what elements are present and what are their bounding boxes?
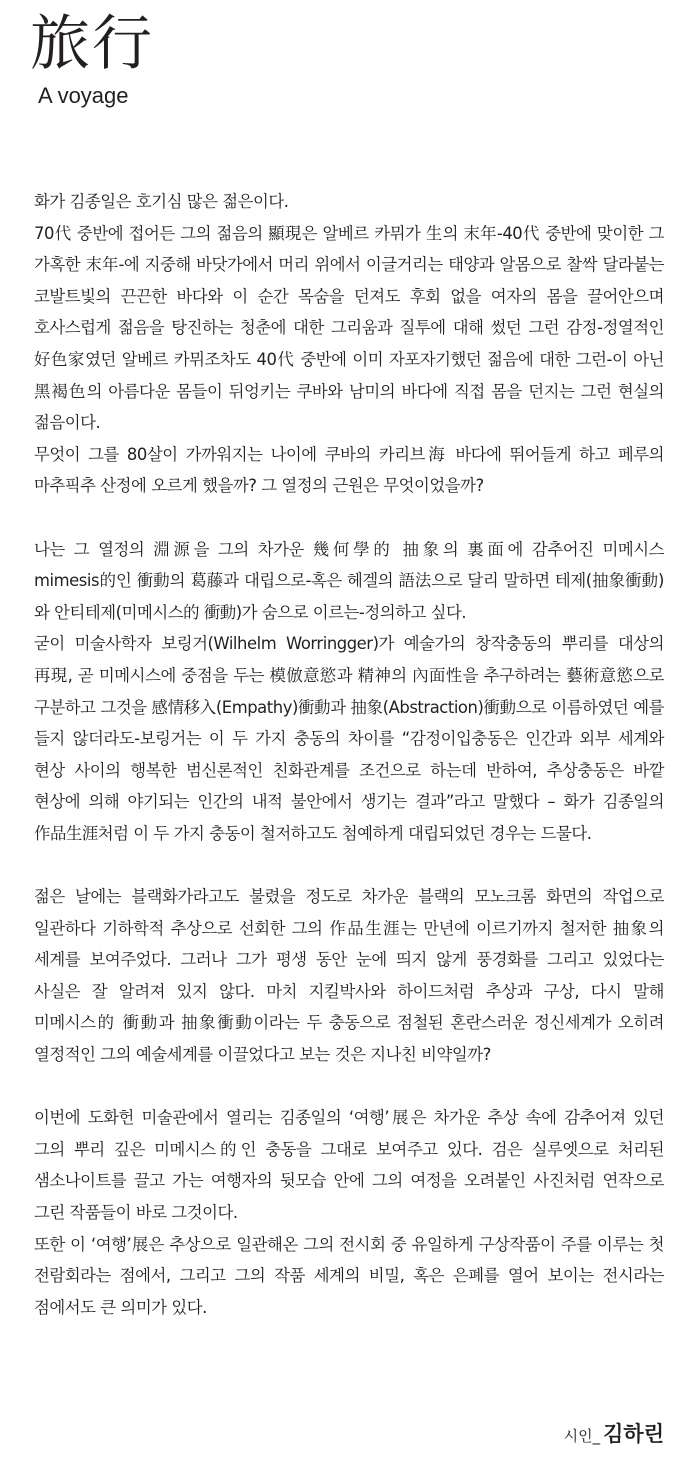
author-role: 시인_ <box>563 1427 601 1445</box>
paragraph-gap <box>34 849 664 881</box>
paragraph-gap <box>34 502 664 534</box>
paragraph-7: 이번에 도화헌 미술관에서 열리는 김종일의 ‘여행’展은 차가운 추상 속에 감추어져 있던 그의 뿌리 깊은 미메시스的인 충동을 그대로 보여주고 있다. 검은 실루엣으로 처리된 샘소나이트를 끌고 가는 여행자의 뒷모습 안에 그의 여정을 오려붙인 사진처럼 연작으로 그린 작품들이 바로 그것이다. <box>34 1108 664 1222</box>
paragraph-5: 굳이 미술사학자 보링거(Wilhelm Worringger)가 예술가의 창작충동의 뿌리를 대상의 再現, 곧 미메시스에 중점을 두는 模倣意慾과 精神의 內面性을 추구하려는 藝術意慾으로 구분하고 그것을 感情移入(Empathy)衝動과 抽象(Abstraction)衝動으로 이름하였던 예를 들지 않더라도-보링거는 이 두 가지 충동의 차이를 “감정이입충동은 인간과 외부 세계와 현상 사이의 행복한 범신론적인 친화관계를 조건으로 하는데 반하여, 추상충동은 바깥 현상에 의해 야기되는 인간의 내적 불안에서 생기는 결과”라고 말했다 – 화가 김종일의 作品生涯처럼 이 두 가지 충동이 철저하고도 첨예하게 대립되었던 경우는 드물다. <box>34 634 664 843</box>
page-title: 旅行 <box>30 9 154 79</box>
essay-body <box>34 186 664 1323</box>
paragraph-8: 또한 이 ‘여행’展은 추상으로 일관해온 그의 전시회 중 유일하게 구상작품이 주를 이루는 첫 전람회라는 점에서, 그리고 그의 작품 세계의 비밀, 혹은 은폐를 열어 보이는 전시라는 점에서도 큰 의미가 있다. <box>34 1234 664 1317</box>
author-signature <box>564 1418 664 1448</box>
paragraph-gap <box>34 1071 664 1103</box>
paragraph-4: 나는 그 열정의 淵源을 그의 차가운 幾何學的 抽象의 裏面에 감추어진 미메시스 mimesis的인 衝動의 葛藤과 대립으로-혹은 헤겔의 語法으로 달리 말하면 테제(抽象衝動)와 안티테제(미메시스的 衝動)가 숨으로 이르는-정의하고 싶다. <box>34 539 664 622</box>
paragraph-1: 화가 김종일은 호기심 많은 젊은이다. <box>34 192 289 211</box>
author-name: 김하린 <box>603 1422 664 1446</box>
page-subtitle: A voyage <box>38 83 129 108</box>
paragraph-6: 젊은 날에는 블랙화가라고도 불렸을 정도로 차가운 블랙의 모노크롬 화면의 작업으로 일관하다 기하학적 추상으로 선회한 그의 作品生涯는 만년에 이르기까지 철저한 抽象의 세계를 보여주었다. 그러나 그가 평생 동안 눈에 띄지 않게 풍경화를 그리고 있었다는 사실은 잘 알려져 있지 않다. 마치 지킬박사와 하이드처럼 추상과 구상, 다시 말해 미메시스的 衝動과 抽象衝動이라는 두 충동으로 점철된 혼란스러운 정신세계가 오히려 열정적인 그의 예술세계를 이끌었다고 보는 것은 지나친 비약일까? <box>34 887 664 1065</box>
paragraph-3: 무엇이 그를 80살이 가까워지는 나이에 쿠바의 카리브海 바다에 뛰어들게 하고 페루의 마추픽추 산정에 오르게 했을까? 그 열정의 근원은 무엇이었을까? <box>34 444 664 496</box>
paragraph-2: 70代 중반에 접어든 그의 젊음의 顯現은 알베르 카뮈가 生의 末年-40代 중반에 맞이한 그 가혹한 末年-에 지중해 바닷가에서 머리 위에서 이글거리는 태양과 알몸으로 찰싹 달라붙는 코발트빛의 끈끈한 바다와 이 순간 목숨을 던져도 후회 없을 여자의 몸을 끌어안으며 호사스럽게 젊음을 탕진하는 청춘에 대한 그리움과 질투에 대해 썼던 그런 감정-정열적인 好色家였던 알베르 카뮈조차도 40代 중반에 이미 자포자기했던 젊음에 대한 그런-이 아닌 黑褐色의 아름다운 몸들이 뒤엉키는 쿠바와 남미의 바다에 직접 몸을 던지는 그런 현실의 젊음이다. <box>34 223 664 433</box>
